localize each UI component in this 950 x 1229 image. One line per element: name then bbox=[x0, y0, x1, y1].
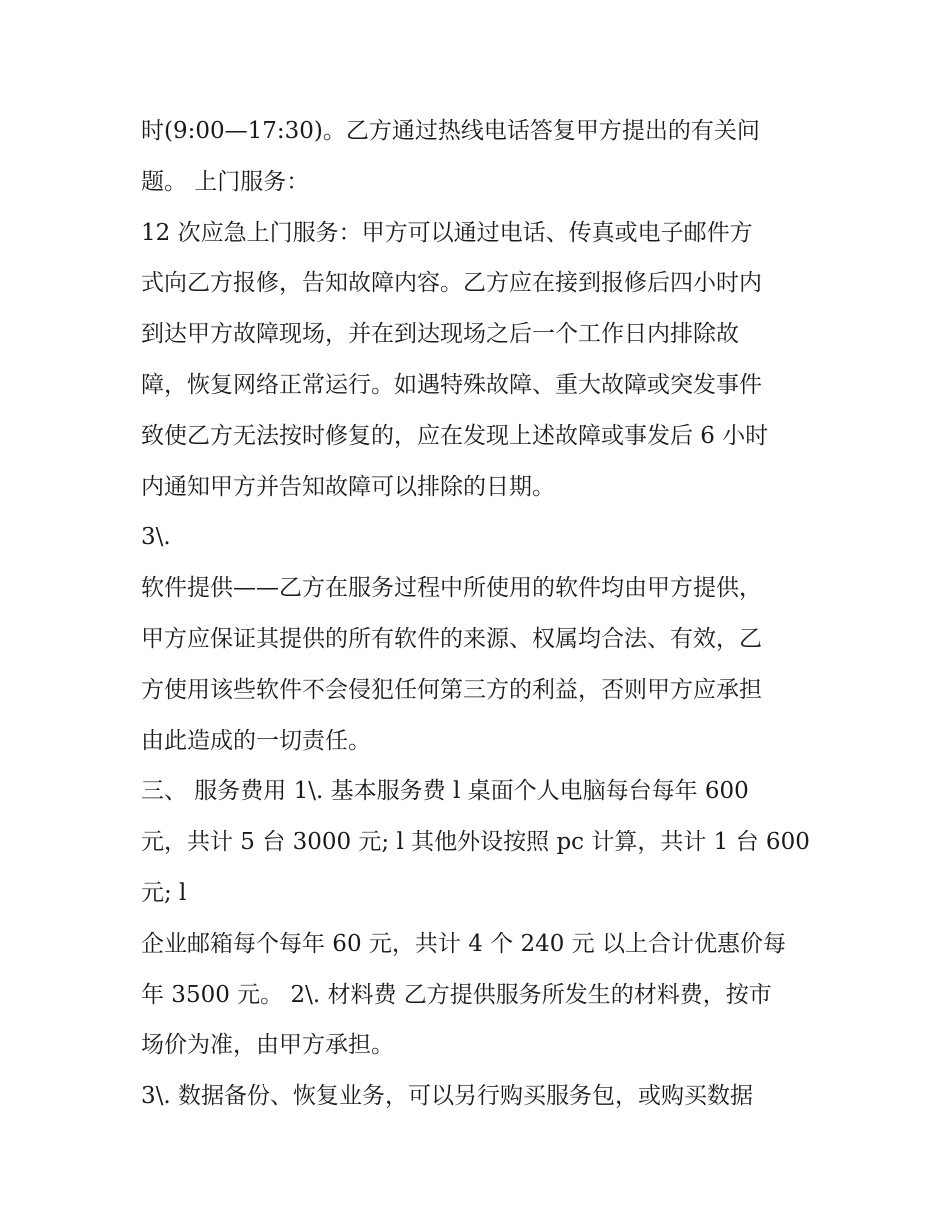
contract-text-body bbox=[141, 106, 821, 1122]
text-line-2: 题。 上门服务： bbox=[141, 168, 310, 195]
text-line-3: 12 次应急上门服务：甲方可以通过电话、传真或电子邮件方 bbox=[141, 219, 753, 246]
text-line-18: 年 3500 元。 2\. 材料费 乙方提供服务所发生的材料费，按市 bbox=[141, 981, 772, 1008]
text-line-14: 三、 服务费用 1\. 基本服务费 l 桌面个人电脑每台每年 600 bbox=[141, 778, 749, 805]
text-line-7: 致使乙方无法按时修复的，应在发现上述故障或事发后 6 小时 bbox=[141, 422, 769, 449]
text-line-12: 方使用该些软件不会侵犯任何第三方的利益，否则甲方应承担 bbox=[141, 676, 762, 703]
text-line-19: 场价为准，由甲方承担。 bbox=[141, 1032, 394, 1059]
text-line-4: 式向乙方报修，告知故障内容。乙方应在接到报修后四小时内 bbox=[141, 270, 762, 297]
text-line-10: 软件提供——乙方在服务过程中所使用的软件均由甲方提供， bbox=[141, 575, 762, 602]
text-line-11: 甲方应保证其提供的所有软件的来源、权属均合法、有效，乙 bbox=[141, 625, 762, 652]
text-line-9: 3\. bbox=[141, 524, 171, 551]
text-line-15: 元，共计 5 台 3000 元; l 其他外设按照 pc 计算，共计 1 台 600 bbox=[141, 829, 810, 856]
text-line-1: 时(9:00—17:30)。乙方通过热线电话答复甲方提出的有关问 bbox=[141, 118, 760, 144]
text-line-20: 3\. 数据备份、恢复业务，可以另行购买服务包，或购买数据 bbox=[141, 1083, 754, 1110]
text-line-13: 由此造成的一切责任。 bbox=[141, 727, 371, 754]
text-line-8: 内通知甲方并告知故障可以排除的日期。 bbox=[141, 473, 555, 500]
text-line-17: 企业邮箱每个每年 60 元，共计 4 个 240 元 以上合计优惠价每 bbox=[141, 930, 786, 957]
text-line-6: 障，恢复网络正常运行。如遇特殊故障、重大故障或突发事件 bbox=[141, 371, 762, 398]
text-line-16: 元; l bbox=[141, 879, 187, 906]
text-line-5: 到达甲方故障现场，并在到达现场之后一个工作日内排除故 bbox=[141, 321, 739, 348]
